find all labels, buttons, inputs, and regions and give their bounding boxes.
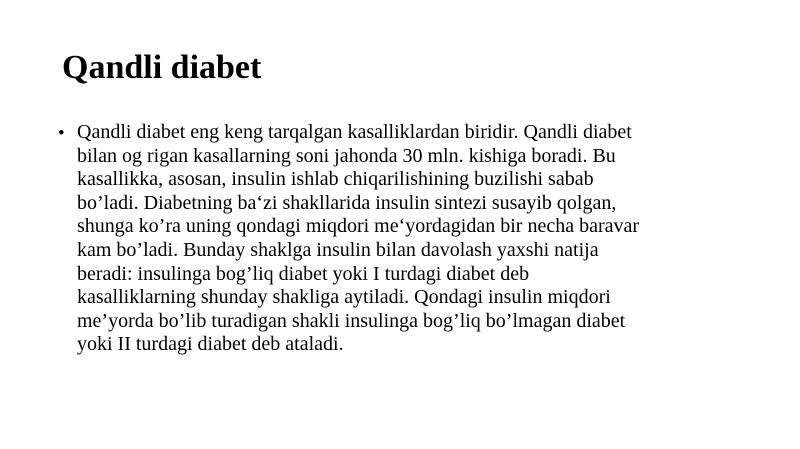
paragraph-line: kasalliklarning shunday shakliga aytiladi. Qondagi insulin miqdori xyxy=(77,286,611,309)
paragraph-line: beradi: insulinga bog’liq diabet yoki I turdagi diabet deb xyxy=(77,262,530,285)
paragraph-line: Qandli diabet eng keng tarqalgan kasalliklardan biridir. Qandli diabet xyxy=(77,121,632,143)
paragraph-line: yoki II turdagi diabet deb ataladi. xyxy=(77,333,344,356)
paragraph-line: me’yorda bo’lib turadigan shakli insulinga bog’liq bo’lmagan diabet xyxy=(77,309,626,332)
bullet-dot: • xyxy=(58,123,65,144)
slide-title: Qandli diabet xyxy=(62,49,262,86)
paragraph-line: kam bo’ladi. Bunday shaklga insulin bilan davolash yaxshi natija xyxy=(77,238,599,261)
bullet-list xyxy=(58,121,748,357)
bullet-item xyxy=(58,121,748,357)
bullet-paragraph xyxy=(77,121,748,357)
paragraph-line: bo’ladi. Diabetning ba‘zi shakllarida insulin sintezi susayib qolgan, xyxy=(77,191,617,214)
paragraph-line: kasallikka, asosan, insulin ishlab chiqarilishining buzilishi sabab xyxy=(77,168,594,191)
paragraph-line: bilan og rigan kasallarning soni jahonda 30 mln. kishiga boradi. Bu xyxy=(77,144,616,167)
paragraph-line: shunga ko’ra uning qondagi miqdori me‘yordagidan bir necha baravar xyxy=(77,215,640,238)
